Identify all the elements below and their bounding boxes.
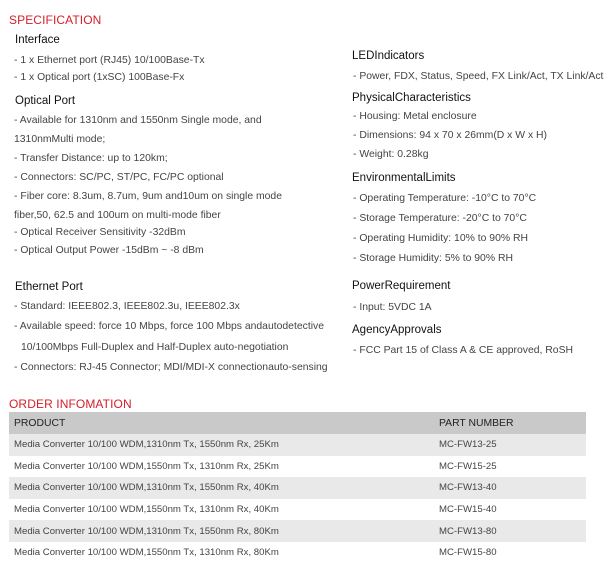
part-number-cell: MC-FW13-25: [434, 434, 586, 456]
optical-port-line: - Optical Output Power -15dBm ~ -8 dBm: [14, 245, 204, 256]
spec-title: SPECIFICATION: [9, 13, 102, 27]
optical-port-line: - Available for 1310nm and 1550nm Single mode, and: [14, 115, 262, 126]
product-cell: Media Converter 10/100 WDM,1310nm Tx, 1550nm Rx, 25Km: [9, 434, 434, 456]
interface-heading: Interface: [15, 34, 60, 46]
physical-line: - Dimensions: 94 x 70 x 26mm(D x W x H): [353, 130, 547, 141]
led-indicators-heading: LEDIndicators: [352, 50, 425, 62]
physical-line: - Weight: 0.28kg: [353, 149, 429, 160]
product-cell: Media Converter 10/100 WDM,1310nm Tx, 1550nm Rx, 80Km: [9, 520, 434, 542]
part-number-cell: MC-FW15-25: [439, 460, 497, 472]
power-line: - Input: 5VDC 1A: [353, 302, 432, 313]
ethernet-port-line: - Connectors: RJ-45 Connector; MDI/MDI-X connectionauto-sensing: [14, 362, 328, 373]
environmental-line: - Operating Humidity: 10% to 90% RH: [353, 233, 528, 244]
product-cell: Media Converter 10/100 WDM,1550nm Tx, 1310nm Rx, 40Km: [14, 504, 279, 516]
order-table-header: [9, 412, 586, 434]
physical-line: - Housing: Metal enclosure: [353, 111, 477, 122]
table-row: [9, 499, 586, 521]
led-indicators-line: - Power, FDX, Status, Speed, FX Link/Act, TX Link/Act: [353, 71, 604, 82]
table-row: [9, 434, 586, 456]
part-number-cell: MC-FW15-40: [439, 504, 497, 516]
product-cell: Media Converter 10/100 WDM,1310nm Tx, 1550nm Rx, 40Km: [9, 477, 434, 499]
optical-port-heading: Optical Port: [15, 95, 76, 107]
environmental-line: - Operating Temperature: -10°C to 70°C: [353, 193, 537, 204]
optical-port-line: 1310nmMulti mode;: [14, 134, 106, 145]
agency-heading: AgencyApprovals: [352, 324, 442, 336]
ethernet-port-line: - Available speed: force 10 Mbps, force 100 Mbps andautodetective: [14, 321, 324, 332]
agency-line: - FCC Part 15 of Class A & CE approved, RoSH: [353, 345, 574, 356]
part-number-cell: MC-FW13-40: [434, 477, 586, 499]
physical-heading: PhysicalCharacteristics: [352, 92, 471, 104]
environmental-line: - Storage Humidity: 5% to 90% RH: [353, 253, 513, 264]
part-number-cell: MC-FW15-80: [439, 547, 497, 559]
column-header-part-number: PART NUMBER: [434, 412, 586, 434]
power-heading: PowerRequirement: [352, 280, 451, 292]
column-header-product: PRODUCT: [9, 412, 434, 434]
order-table: [9, 412, 586, 564]
optical-port-line: - Fiber core: 8.3um, 8.7um, 9um and10um on single mode: [14, 191, 282, 202]
environmental-heading: EnvironmentalLimits: [352, 172, 456, 184]
part-number-cell: MC-FW13-80: [434, 520, 586, 542]
ethernet-port-line: - Standard: IEEE802.3, IEEE802.3u, IEEE802.3x: [14, 301, 240, 312]
optical-port-line: - Connectors: SC/PC, ST/PC, FC/PC optional: [14, 172, 224, 183]
environmental-line: - Storage Temperature: -20°C to 70°C: [353, 213, 527, 224]
product-cell: Media Converter 10/100 WDM,1550nm Tx, 1310nm Rx, 25Km: [14, 460, 279, 472]
table-row: [9, 456, 586, 478]
optical-port-line: - Optical Receiver Sensitivity -32dBm: [14, 227, 186, 238]
interface-line: - 1 x Ethernet port (RJ45) 10/100Base-Tx: [14, 55, 205, 66]
optical-port-line: - Transfer Distance: up to 120km;: [14, 153, 168, 164]
ethernet-port-heading: Ethernet Port: [15, 281, 83, 293]
table-row: [9, 477, 586, 499]
product-cell: Media Converter 10/100 WDM,1550nm Tx, 1310nm Rx, 80Km: [14, 547, 279, 559]
interface-line: - 1 x Optical port (1xSC) 100Base-Fx: [14, 72, 185, 83]
table-row: [9, 520, 586, 542]
ethernet-port-line: 10/100Mbps Full-Duplex and Half-Duplex auto-negotiation: [21, 342, 289, 353]
optical-port-line: fiber,50, 62.5 and 100um on multi-mode fiber: [14, 210, 221, 221]
table-row: [9, 542, 586, 564]
order-title: ORDER INFOMATION: [9, 397, 132, 411]
